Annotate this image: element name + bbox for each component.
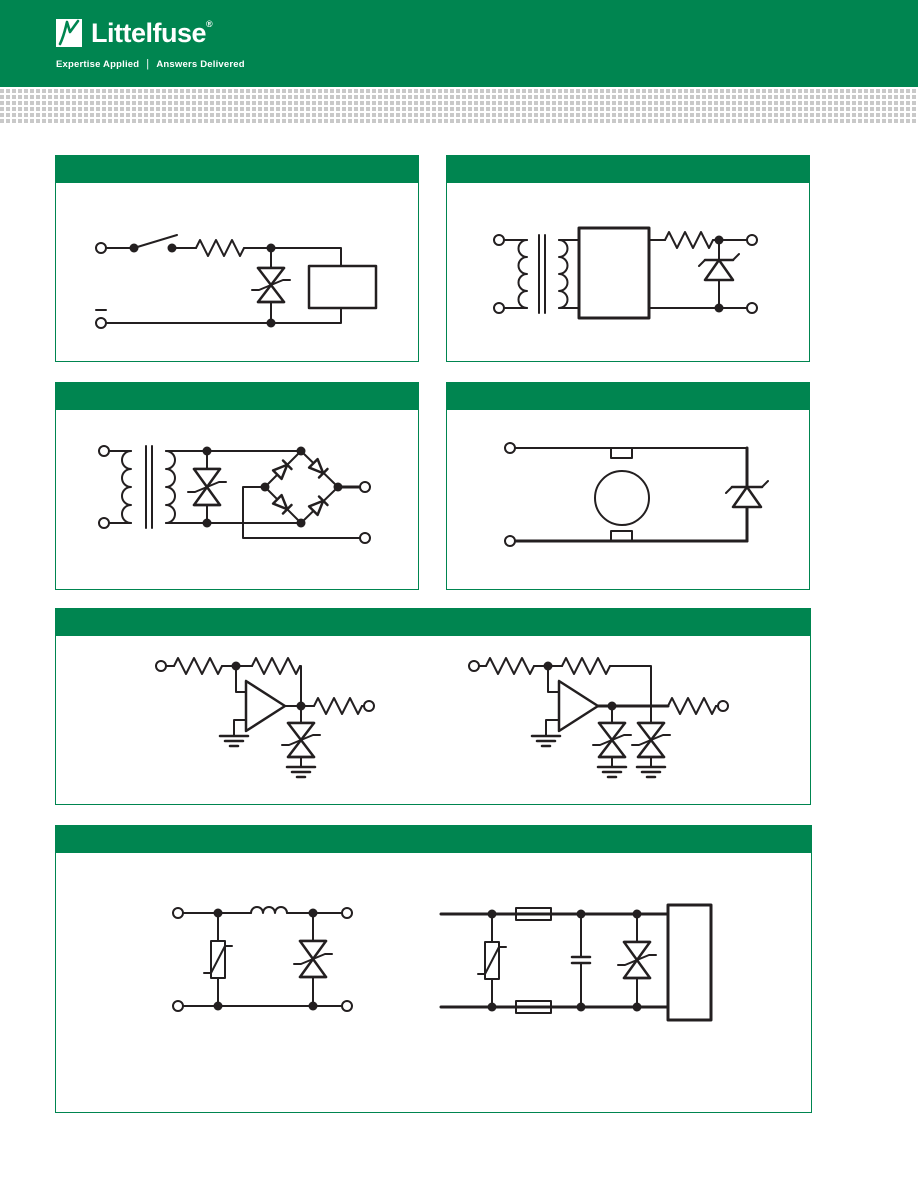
junction-dot [267,244,276,253]
littelfuse-logo [56,18,213,48]
op-amp-icon [559,681,598,731]
varistor-icon [478,914,506,1007]
tvs-diode-icon [252,268,290,302]
zener-diode-icon [699,240,739,308]
ground-icon [532,736,560,746]
circuit-diagram-motor-zener [447,410,809,589]
tvs-diode-icon [294,913,332,1006]
panel-title-bar [447,156,809,183]
tvs-diode-icon [632,723,670,767]
bridge-rectifier-icon [261,447,343,528]
transformer-icon [504,235,579,313]
junction-dot [214,909,223,918]
terminal-icon [494,303,504,313]
circuit-diagram-switch-tvs-load [56,183,418,361]
panel-line-filter-circuits [55,825,812,1113]
circuit-diagram-opamp-tvs [56,636,810,804]
terminal-icon [364,701,374,711]
panel-title-bar [447,383,809,410]
terminal-icon [342,1001,352,1011]
wire [546,720,559,736]
junction-dot [203,447,212,456]
terminal-icon [342,908,352,918]
load-box [668,905,711,1020]
ground-icon [287,767,315,777]
resistor-icon [196,240,244,256]
junction-dot [633,910,642,919]
junction-dot [577,1003,586,1012]
brand-tagline [56,58,245,70]
tvs-diode-icon [618,914,656,1007]
littelfuse-bolt-icon [56,18,82,48]
brand-name: Littelfuse [91,18,207,48]
terminal-icon [156,661,166,671]
panel-title-bar [56,383,418,410]
rectifier-box [579,228,649,318]
terminal-icon [469,661,479,671]
fused-line-circuit [441,905,711,1020]
terminal-icon [747,303,757,313]
terminal-icon [360,482,370,492]
junction-dot [715,304,724,313]
circuit-diagram-filters [56,853,811,1112]
junction-dot [267,319,276,328]
junction-dot [608,702,617,711]
wire [234,720,246,736]
circuit-diagram-bridge-rectifier [56,410,418,589]
resistor-icon [668,698,716,714]
wire [610,666,651,723]
junction-dot [633,1003,642,1012]
tvs-diode-icon [593,706,631,767]
brand-text [91,18,213,48]
switch-icon [130,235,178,253]
junction-dot [488,910,497,919]
resistor-icon [665,232,713,248]
terminal-icon [96,318,106,328]
wires [106,248,341,323]
panel-bridge-rectifier-circuit [55,382,419,590]
resistor-icon [486,658,534,674]
brush-contact [611,448,632,458]
resistor-icon [252,658,300,674]
capacitor-icon [572,914,590,1007]
terminal-icon [173,908,183,918]
junction-dot [214,1002,223,1011]
ground-icon [637,767,665,777]
tagline-left: Expertise Applied [56,58,140,70]
junction-dot [544,662,553,671]
terminal-icon [747,235,757,245]
panel-title-bar [56,609,810,636]
terminal-icon [494,235,504,245]
resistor-icon [562,658,610,674]
terminal-icon [505,536,515,546]
terminal-icon [173,1001,183,1011]
junction-dot [488,1003,497,1012]
junction-dot [309,909,318,918]
tagline-right: Answers Delivered [156,58,245,70]
motor-icon [595,448,649,541]
terminal-icon [718,701,728,711]
ground-icon [220,736,248,746]
lc-filter-circuit [173,907,352,1011]
wire [243,487,360,538]
junction-dot [715,236,724,245]
tvs-diode-icon [188,451,226,523]
wire [300,666,301,706]
transformer-icon [109,446,175,528]
load-box [309,266,376,308]
resistor-icon [314,698,362,714]
tagline-separator: | [146,58,150,70]
ground-icon [598,767,626,777]
brand-header [0,0,918,87]
tvs-diode-icon [282,706,320,767]
registered-mark: ® [206,19,213,29]
panel-title-bar [56,826,811,853]
varistor-icon [204,913,232,1006]
halftone-pattern-band [0,89,918,124]
panel-opamp-protection-circuits [55,608,811,805]
terminal-icon [505,443,515,453]
panel-motor-protection-circuit [446,382,810,590]
panel-relay-switching-circuit [55,155,419,362]
junction-dot [577,910,586,919]
op-amp-icon [246,681,285,731]
resistor-icon [174,658,222,674]
junction-dot [309,1002,318,1011]
panel-power-supply-circuit [446,155,810,362]
terminal-icon [96,243,106,253]
terminal-icon [99,446,109,456]
junction-dot [232,662,241,671]
opamp-circuit-single-tvs [156,658,374,777]
panel-title-bar [56,156,418,183]
circuit-diagram-transformer-zener [447,183,809,361]
terminal-icon [99,518,109,528]
junction-dot [297,702,306,711]
junction-dot [203,519,212,528]
opamp-circuit-dual-tvs [469,658,728,777]
terminal-icon [360,533,370,543]
inductor-icon [251,907,287,913]
